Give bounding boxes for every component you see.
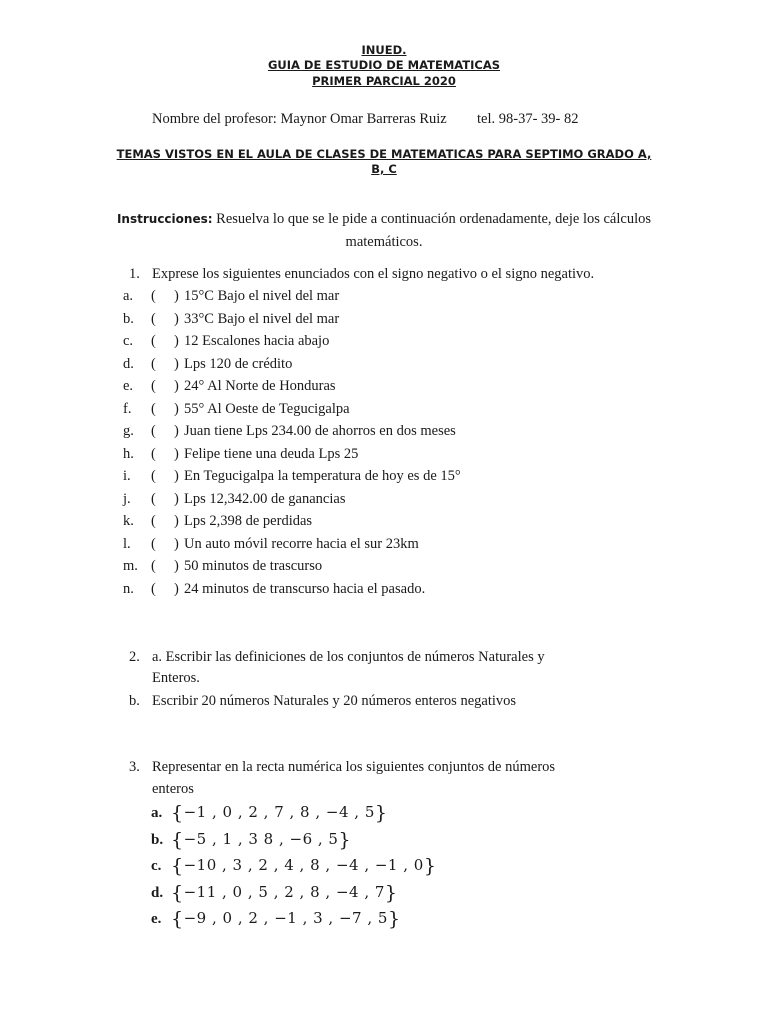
set-elements: −1 , 0 , 2 , 7 , 8 , −4 , 5	[183, 803, 375, 821]
q1-item-text: Juan tiene Lps 234.00 de ahorros en dos meses	[184, 423, 456, 439]
q1-answer-blank: ( )	[151, 423, 179, 439]
q1-answer-blank: ( )	[151, 288, 179, 304]
q1-item-text: 55° Al Oeste de Tegucigalpa	[184, 400, 350, 417]
q3-prompt-line2: enteros	[152, 781, 194, 797]
q3-set-marker: e.	[151, 911, 162, 927]
q1-item-text: 33°C Bajo el nivel del mar	[184, 310, 340, 327]
right-brace: }	[384, 881, 398, 904]
q1-item-text: 15°C Bajo el nivel del mar	[184, 288, 340, 304]
q1-item-text: Lps 12,342.00 de ganancias	[184, 490, 346, 507]
q3-number: 3.	[129, 759, 140, 775]
instructions-label: Instrucciones:	[116, 212, 213, 226]
left-brace: {	[171, 802, 184, 824]
set-elements: −5 , 1 , 3 8 , −6 , 5	[183, 829, 339, 848]
q1-item-text: 24° Al Norte de Honduras	[184, 378, 336, 394]
q1-item-text: Lps 2,398 de perdidas	[184, 513, 313, 529]
q1-answer-blank: ( )	[151, 558, 179, 574]
q1-answer-blank: ( )	[151, 333, 179, 349]
q1-answer-blank: ( )	[151, 535, 179, 552]
teacher-phone: tel. 98-37- 39- 82	[477, 111, 579, 127]
left-brace: {	[171, 828, 184, 851]
q1-item-marker: n.	[123, 580, 134, 597]
set-elements: −10 , 3 , 2 , 4 , 8 , −4 , −1 , 0	[183, 856, 424, 874]
q1-answer-blank: ( )	[151, 513, 179, 529]
q1-answer-blank: ( )	[151, 445, 179, 462]
teacher-name: Nombre del profesor: Maynor Omar Barreras Ruiz	[152, 111, 447, 127]
q3-set-values	[171, 802, 387, 824]
q1-answer-blank: ( )	[151, 378, 179, 394]
instructions	[100, 208, 668, 254]
q3-set-values	[171, 908, 401, 930]
q1-item-marker: g.	[123, 423, 134, 439]
q1-item-marker: i.	[123, 468, 131, 484]
set-elements: −11 , 0 , 5 , 2 , 8 , −4 , 7	[183, 882, 385, 901]
q3-set-values	[171, 855, 436, 877]
q1-item-marker: f.	[123, 400, 132, 417]
q1-answer-blank: ( )	[151, 490, 179, 507]
q2-part-b-text: Escribir 20 números Naturales y 20 números enteros negativos	[152, 693, 517, 709]
q1-item-marker: b.	[123, 310, 134, 327]
q1-answer-blank: ( )	[151, 400, 179, 417]
q1-item-text: Lps 120 de crédito	[184, 355, 293, 372]
q3-set-values	[171, 829, 351, 851]
q1-item-text: En Tegucigalpa la temperatura de hoy es de 15°	[184, 468, 461, 484]
left-brace: {	[171, 908, 184, 930]
header-institution: INUED.	[361, 43, 407, 57]
q1-item-marker: a.	[123, 288, 134, 304]
q1-item-marker: h.	[123, 445, 134, 462]
instructions-text: Resuelva lo que se le pide a continuación ordenadamente, deje los cálculos matemáticos.	[212, 211, 652, 250]
q1-item-text: Un auto móvil recorre hacia el sur 23km	[184, 535, 419, 552]
q2-part-b-marker: b.	[129, 693, 140, 709]
q1-number: 1.	[129, 266, 140, 282]
q1-item-text: 50 minutos de trascurso	[184, 558, 323, 574]
q1-prompt: Exprese los siguientes enunciados con el signo negativo o el signo negativo.	[152, 266, 595, 282]
q3-set-marker: b.	[151, 831, 164, 848]
set-elements: −9 , 0 , 2 , −1 , 3 , −7 , 5	[183, 909, 388, 927]
right-brace: }	[338, 828, 352, 851]
q1-answer-blank: ( )	[151, 355, 179, 372]
header-exam-title: PRIMER PARCIAL 2020	[312, 74, 456, 88]
right-brace: }	[374, 802, 388, 824]
q1-item-marker: m.	[123, 558, 138, 574]
q1-item-text: 24 minutos de transcurso hacia el pasado.	[184, 580, 426, 597]
q1-item-marker: j.	[123, 490, 131, 507]
q2-part-a-line1: a. Escribir las definiciones de los conjuntos de números Naturales y	[152, 649, 545, 665]
q1-answer-blank: ( )	[151, 580, 179, 597]
left-brace: {	[171, 855, 184, 877]
q1-answer-blank: ( )	[151, 468, 179, 484]
q1-item-marker: e.	[123, 378, 134, 394]
q1-answer-blank: ( )	[151, 310, 179, 327]
q1-item-marker: d.	[123, 355, 134, 372]
q2-part-a-line2: Enteros.	[152, 670, 200, 686]
q2-number: 2.	[129, 649, 140, 665]
right-brace: }	[423, 855, 437, 877]
topics-heading: TEMAS VISTOS EN EL AULA DE CLASES DE MATEMATICAS PARA SEPTIMO GRADO A, B, C	[116, 147, 652, 176]
q1-item-text: Felipe tiene una deuda Lps 25	[184, 445, 359, 462]
right-brace: }	[387, 908, 401, 930]
header-guide-title: GUIA DE ESTUDIO DE MATEMATICAS	[267, 58, 501, 72]
q3-set-marker: c.	[151, 858, 162, 874]
q1-item-text: 12 Escalones hacia abajo	[184, 333, 330, 349]
q3-set-marker: a.	[151, 805, 163, 821]
q3-prompt-line1: Representar en la recta numérica los siguientes conjuntos de números	[152, 759, 556, 775]
q1-item-marker: k.	[123, 513, 134, 529]
q3-set-marker: d.	[151, 884, 164, 901]
q3-set-values	[171, 882, 398, 904]
q1-item-marker: c.	[123, 333, 134, 349]
q1-item-marker: l.	[123, 535, 131, 552]
left-brace: {	[171, 881, 184, 904]
